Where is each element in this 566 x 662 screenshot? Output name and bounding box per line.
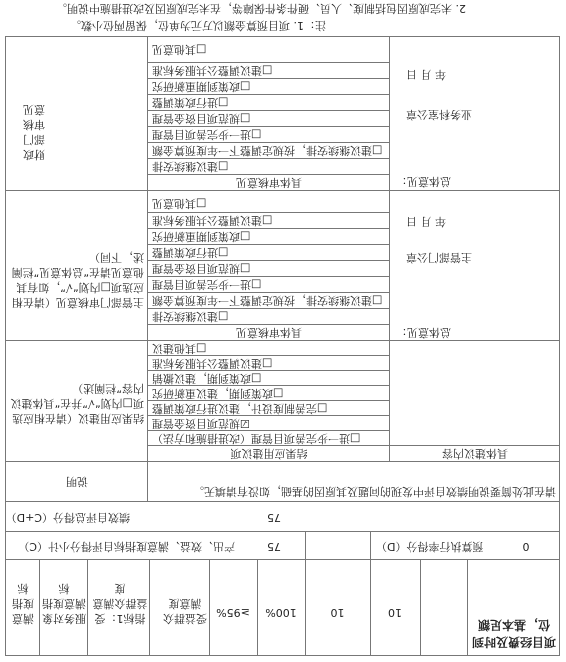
rule [147, 37, 148, 502]
header-score: 10 [388, 606, 402, 619]
department-option[interactable]: □进行政策调整 [152, 246, 229, 259]
rule [305, 532, 306, 656]
suggestion-option[interactable]: □建议调整公共服务标准 [152, 357, 273, 370]
finance-option[interactable]: □进行政策调整 [152, 96, 229, 109]
table-bottom-line [5, 36, 560, 37]
finance-option[interactable]: □其他意见 [152, 43, 207, 56]
finance-specific-header: 具体审核意见 [236, 176, 302, 189]
department-option[interactable]: □建议继续安排，按规定调整下一年度预算金额 [152, 294, 383, 307]
department-option[interactable]: □建议继续安排 [152, 310, 229, 323]
finance-option[interactable]: □建议继续安排 [152, 160, 229, 173]
rule [467, 560, 468, 656]
finance-option[interactable]: □政策到期重新研究 [152, 80, 251, 93]
department-option[interactable]: □政策到期重新研究 [152, 230, 251, 243]
rule [5, 461, 560, 462]
header-target-value: ≥95% [216, 606, 250, 619]
header-weight: 10 [330, 606, 345, 619]
suggestion-content-header: 具体建议内容 [442, 447, 508, 460]
finance-option[interactable]: □进一步完善项目管理 [152, 128, 262, 141]
table-top-line [5, 655, 560, 656]
finance-seal-label: 业务科室公章 [406, 108, 472, 121]
department-specific-header: 具体审核意见 [236, 326, 302, 339]
rule [87, 560, 88, 656]
rule [5, 501, 560, 502]
header-service-object-indicator: 服务对象满意度指标 [42, 582, 86, 625]
department-option[interactable]: □其他意见 [152, 197, 207, 210]
suggestion-option[interactable]: □政策到期，建议重新研究 [152, 387, 284, 400]
department-option[interactable]: □进一步完善项目管理 [152, 278, 262, 291]
header-satisfaction-indicator: 满意度指标 [12, 582, 34, 625]
department-review-label: 主管部门审核意见（请在相应选项□内划“√”，如有其他意见请在“总体意见”栏阐述，下同） [11, 251, 144, 309]
rule [389, 37, 390, 462]
department-overall-label: 总体意见： [396, 326, 451, 339]
suggestion-option[interactable]: ☑规范项目资金管理 [152, 417, 250, 430]
header-reason: 项目经费及时到位，基本足额 [471, 618, 556, 649]
department-option[interactable]: □规范项目资金管理 [152, 262, 251, 275]
footnote-2: 2. 未完成原因包括制度、人员、硬件条件保障等，在未完成原因及改进措施中说明。 [56, 2, 466, 15]
table-right-line [5, 37, 6, 656]
suggestion-option[interactable]: □政策到期，建议撤销 [152, 372, 262, 385]
finance-overall-label: 总体意见： [396, 175, 451, 188]
execution-rate-label: 预算执行率得分（D） [376, 540, 484, 553]
header-actual-value: 100% [265, 606, 297, 619]
execution-rate-value: 0 [522, 540, 530, 553]
finance-date: 年 月 日 [406, 68, 446, 81]
department-seal-label: 主管部门公章 [406, 251, 472, 264]
explanation-label: 说明 [66, 475, 88, 488]
rule [370, 532, 371, 656]
suggestion-options-header: 结果应用建议项 [230, 447, 308, 460]
rule [420, 560, 421, 656]
header-indicator-1: 指标1：受益群众满意度 [92, 582, 148, 625]
total-score-value: 75 [267, 511, 281, 524]
rule [5, 190, 560, 191]
footnote-1: 注：1. 项目预算金额以万元为单位，保留两位小数。 [70, 19, 326, 32]
subtotal-c-value: 75 [267, 540, 281, 553]
suggestion-label: 结果应用建议（请在相应选项□内划“√”并在“具体建议内容”栏阐述） [10, 382, 144, 425]
rule [5, 559, 560, 560]
subtotal-label: 产出、效益、满意度指标自评得分小计（C） [18, 540, 235, 553]
rule [5, 531, 560, 532]
suggestion-option[interactable]: □进一步完善项目管理（改进措施和方法） [152, 432, 361, 445]
suggestion-option[interactable]: □完善制度设计，建议进行政策调整 [152, 402, 328, 415]
finance-option[interactable]: □建议调整公共服务标准 [152, 64, 273, 77]
total-score-label: 绩效自评总得分（C+D） [5, 511, 130, 524]
suggestion-option[interactable]: □其他建议 [152, 342, 207, 355]
finance-review-label: 财政部门审核意见 [23, 103, 45, 161]
table-left-line [559, 37, 560, 656]
rule [149, 560, 150, 656]
department-option[interactable]: □建议调整公共服务标准 [152, 214, 273, 227]
finance-option[interactable]: □规范项目资金管理 [152, 112, 251, 125]
explanation-text: 请在此处简要说明绩效自评中发现的问题及其原因的基础，如没有请填无。 [193, 485, 556, 498]
rule [39, 560, 40, 656]
finance-option[interactable]: □建议继续安排，按规定调整下一年度预算金额 [152, 144, 383, 157]
department-date: 年 月 日 [406, 215, 446, 228]
header-beneficiary-satisfaction: 受益群众满意度 [163, 597, 207, 625]
